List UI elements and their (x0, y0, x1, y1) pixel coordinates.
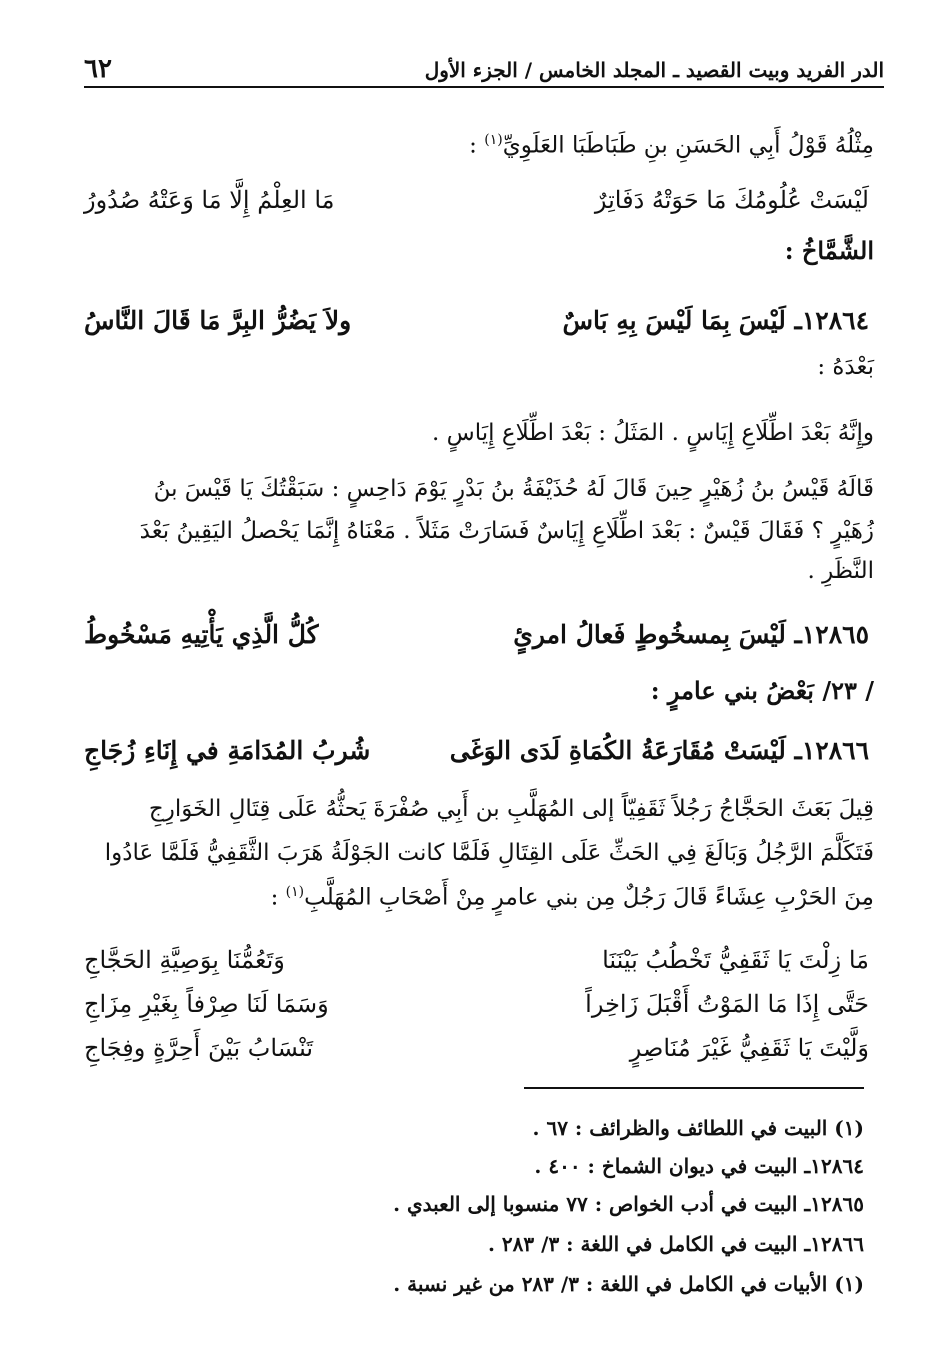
after-label: بَعْدَهُ : (817, 354, 874, 380)
page-number: ٦٢ (84, 54, 112, 84)
running-head (84, 50, 884, 88)
verse-second-hemistich: وَسَمَا لَنَا صِرْفاً بِغَيْرِ مِزَاجِ (84, 990, 329, 1018)
prose-line (84, 884, 874, 911)
verse-second-hemistich: شُربُ المُدَامَةِ في إِنَاءِ زُجَاجِ (84, 736, 371, 765)
prose-line: قَالَهُ قَيْسُ بنُ زُهَيْرٍ حِينَ قَالَ لَهُ حُذَيْفَةُ بنُ بَدْرٍ يَوْمَ دَاحِسٍ : سَبَقْتُكَ يَا قَيْسَ بنُ (153, 476, 874, 502)
prose-text: مِنَ الحَرْبِ عِشَاءً قَالَ رَجُلٌ مِن بني عامرٍ مِنْ أَصْحَابِ المُهَلَّبِ (304, 884, 874, 911)
poet-label: الشَّمَّاخُ : (784, 236, 874, 265)
footnote-divider (524, 1087, 864, 1089)
verse-line (84, 186, 869, 226)
footnote-ref: (١) (285, 884, 305, 900)
verse-second-hemistich: ولاَ يَضُرُّ البِرَّ مَا قَالَ النَّاسُ (84, 306, 352, 335)
header-title: الدر الفريد وبيت القصيد ـ المجلد الخامس / الجزء الأول (424, 58, 884, 82)
prose-line: زُهَيْرٍ ؟ فَقَالَ قَيْسٌ : بَعْدَ اطِّلَاعِ إِيَاسٌ فَسَارَتْ مَثَلاً . مَعْنَاهُ إِنَّمَا يَحْصلُ اليَقِينُ بَعْدَ (139, 518, 874, 544)
poem-verse (84, 1034, 869, 1074)
footnote-ref: (١) (484, 132, 503, 148)
verse-first-hemistich: ١٢٨٦٦ـ لَيْسَتْ مُقَارَعَةُ الكُمَاةِ لَدَى الوَغَى (449, 736, 869, 765)
verse-12866 (84, 736, 869, 776)
verse-first-hemistich: مَا زِلْتَ يَا ثَقَفِيُّ تَخْطُبُ بَيْنَنَا (602, 946, 869, 974)
verse-second-hemistich: مَا العِلْمُ إِلَّا مَا وَعَتْهُ صُدُورُ (84, 186, 335, 214)
prose-line: وإِنَّهُ بَعْدَ اطِّلَاعِ إِيَاسٍ . المَثَلُ : بَعْدَ اطِّلَاعِ إِيَاسٍ . (432, 420, 874, 446)
footnote: ١٢٨٦٤ـ البيت في ديوان الشماخ : ٤٠٠ . (534, 1154, 864, 1178)
verse-first-hemistich: حَتَّى إِذَا مَا المَوْتُ أَقْبَلَ زَاخِراً (585, 990, 869, 1018)
footnote: (١) البيت في اللطائف والظرائف : ٦٧ . (532, 1116, 864, 1140)
verse-first-hemistich: ١٢٨٦٤ـ لَيْسَ بِمَا لَيْسَ بِهِ بَاسٌ (562, 306, 869, 335)
verse-first-hemistich: ١٢٨٦٥ـ لَيْسَ بِمسخُوطٍ فَعالُ امرئٍ (513, 620, 869, 649)
prose-line: فَتَكَلَّمَ الرَّجُلُ وَبَالَغَ فِي الحَثِّ عَلَى القِتَالِ فَلَمَّا كانت الجَوْلَةُ هَرَبَ الثَّقَفِيُّ فَلَمَّا عَادُوا (104, 840, 874, 866)
intro-colon: : (469, 132, 485, 159)
verse-second-hemistich: وَتَعُمُّنَا بِوَصِيَّةِ الحَجَّاجِ (84, 946, 285, 974)
verse-first-hemistich: وَلَّيْتَ يَا ثَقَفِيُّ غَيْرَ مُنَاصِرٍ (629, 1034, 869, 1062)
verse-12864 (84, 306, 869, 346)
verse-first-hemistich: لَيْسَتْ عُلُومُكَ مَا حَوَتْهُ دَفَاتِرٌ (594, 186, 869, 214)
prose-line: قِيلَ بَعَثَ الحَجَّاجُ رَجُلاً ثَقَفِيّاً إلى المُهَلَّبِ بن أَبِي صُفْرَةَ يَحثُّهُ عَلَى قِتَالِ الخَوَارِجِ (148, 796, 874, 822)
verse-second-hemistich: كُلُّ الَّذِي يَأْتِيهِ مَسْخُوطُ (84, 620, 319, 649)
footnote: (١) الأبيات في الكامل في اللغة : ٣/ ٢٨٣ من غير نسبة . (393, 1272, 864, 1296)
footnote: ١٢٨٦٥ـ البيت في أدب الخواص : ٧٧ منسوبا إلى العبدي . (393, 1192, 864, 1216)
verse-second-hemistich: تَنْسَابُ بَيْنَ أَحِرَّةٍ وفِجَاجِ (84, 1034, 313, 1062)
prose-line: النَّظَرِ . (807, 558, 874, 584)
poem-verse (84, 946, 869, 986)
footnote: ١٢٨٦٦ـ البيت في الكامل في اللغة : ٣/ ٢٨٣ . (487, 1232, 864, 1256)
intro-line (84, 132, 874, 159)
section-marker: / ٢٣/ بَعْضُ بني عامرٍ : (650, 676, 874, 705)
prose-colon: : (270, 884, 286, 911)
poem-verse (84, 990, 869, 1030)
verse-12865 (84, 620, 869, 660)
intro-text: مِثْلُهُ قَوْلُ أَبِي الحَسَنِ بنِ طَبَاطَبَا العَلَوِيِّ (502, 132, 874, 159)
